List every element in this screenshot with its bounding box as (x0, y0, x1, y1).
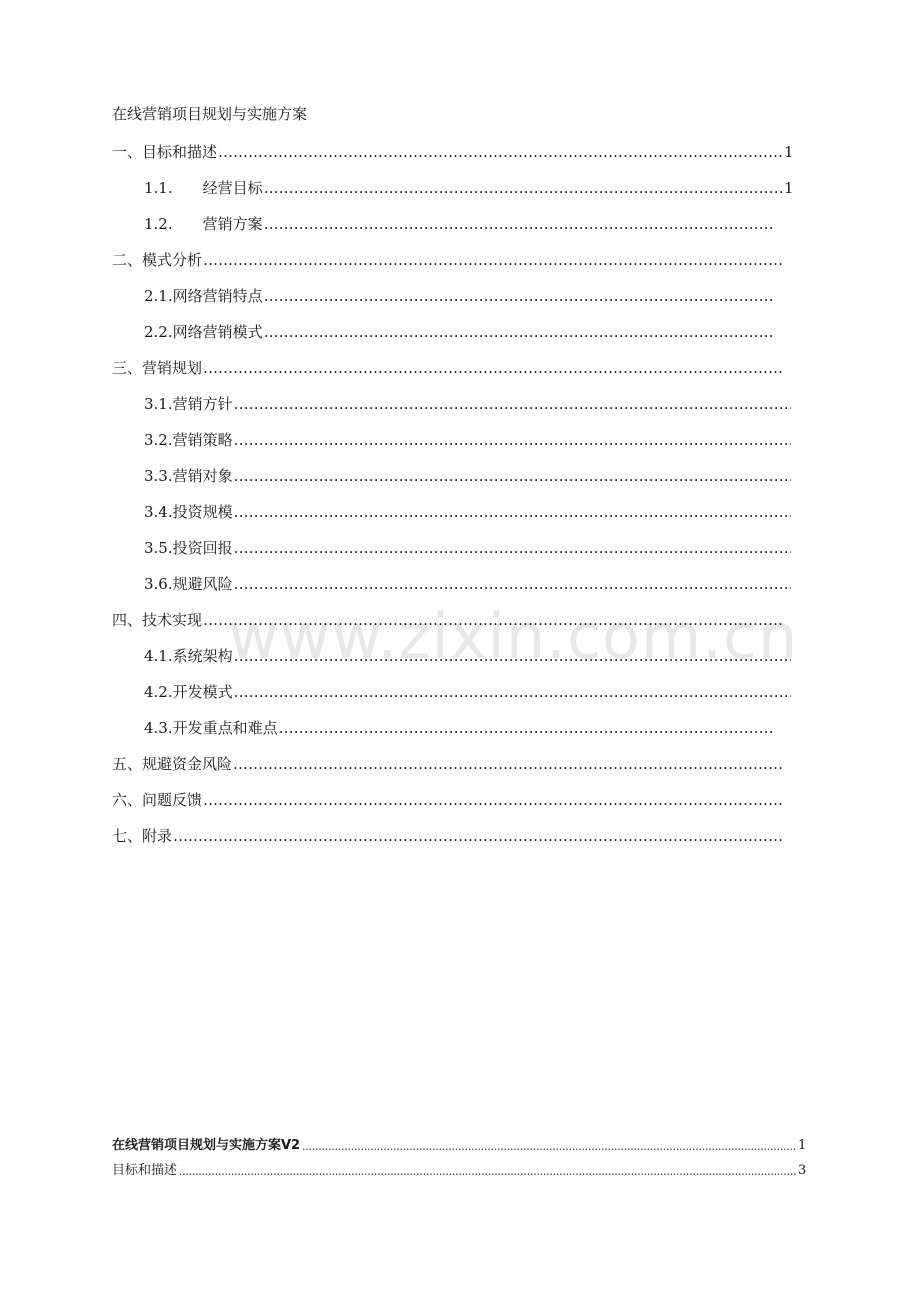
toc-entry-label: 系统架构 (172, 647, 233, 665)
toc-entry-label: 营销策略 (172, 431, 233, 449)
toc-entry-label: 模式分析 (142, 251, 203, 269)
toc-entry[interactable] (144, 646, 800, 666)
toc-entry[interactable] (144, 682, 800, 702)
toc-leader (203, 250, 783, 270)
toc-entry-page: 1 (784, 179, 794, 197)
toc-leader (234, 682, 791, 702)
toc-entry-number: 六、 (112, 791, 143, 809)
toc-leader (234, 466, 791, 486)
toc-leader (234, 394, 791, 414)
toc-entry-label: 经营目标 (187, 179, 263, 197)
toc-entry-number: 1.2. (144, 215, 188, 233)
toc-entry[interactable] (144, 178, 792, 198)
toc-entry-page: 1 (784, 143, 794, 161)
toc-leader (264, 214, 775, 234)
toc-leader (234, 574, 791, 594)
toc-entry[interactable] (144, 322, 784, 342)
toc-leader (264, 178, 783, 198)
toc-entry-number: 4.2. (144, 683, 173, 701)
toc-entry-label: 规避风险 (172, 575, 233, 593)
toc-entry-number: 4.3. (144, 719, 173, 737)
toc-entry[interactable] (144, 286, 784, 306)
toc-entry-label: 投资回报 (172, 539, 233, 557)
toc-leader (203, 358, 783, 378)
toc-entry-label: 营销对象 (172, 467, 233, 485)
toc-entry-number: 四、 (112, 611, 143, 629)
toc-entry[interactable] (112, 358, 792, 378)
toc-entry-number: 3.4. (144, 503, 173, 521)
toc-entry-number: 三、 (112, 359, 143, 377)
toc-entry-number: 二、 (112, 251, 143, 269)
toc-entry[interactable] (112, 790, 792, 810)
toc2-entry[interactable] (112, 1162, 806, 1180)
toc-entry-number: 3.6. (144, 575, 173, 593)
toc-entry-number: 1.1. (144, 179, 188, 197)
toc-entry[interactable] (144, 466, 800, 486)
toc-entry-label: 规避资金风险 (142, 755, 233, 773)
toc-leader (173, 826, 783, 846)
toc-entry[interactable] (144, 718, 784, 738)
toc-leader (234, 502, 791, 522)
toc-entry[interactable] (112, 250, 792, 270)
toc-leader (264, 322, 775, 342)
toc-entry-number: 2.1. (144, 287, 173, 305)
toc-entry[interactable] (112, 826, 792, 846)
toc-entry-number: 一、 (112, 143, 143, 161)
toc2-leader (302, 1137, 796, 1155)
toc2-leader (179, 1162, 796, 1180)
toc-leader (234, 430, 791, 450)
toc-entry-number: 2.2. (144, 323, 173, 341)
toc-leader (279, 718, 775, 738)
toc-entry-label: 问题反馈 (142, 791, 203, 809)
toc-entry[interactable] (144, 574, 800, 594)
toc2-entry[interactable] (112, 1137, 806, 1155)
toc2-entry-label: 在线营销项目规划与实施方案V2 (112, 1138, 301, 1153)
toc2-entry-page: 3 (798, 1163, 807, 1178)
toc-entry-label: 技术实现 (142, 611, 203, 629)
toc-entry-number: 3.1. (144, 395, 173, 413)
toc-leader (234, 538, 791, 558)
toc-entry[interactable] (144, 214, 784, 234)
toc-entry[interactable] (112, 610, 792, 630)
toc-entry-label: 网络营销模式 (172, 323, 263, 341)
toc-entry-number: 3.2. (144, 431, 173, 449)
toc-leader (203, 610, 783, 630)
toc-entry-label: 营销方针 (172, 395, 233, 413)
toc-entry-label: 营销规划 (142, 359, 203, 377)
toc-entry-label: 投资规模 (172, 503, 233, 521)
toc-entry[interactable] (144, 430, 800, 450)
toc-entry-number: 七、 (112, 827, 143, 845)
toc-entry-label: 开发重点和难点 (172, 719, 278, 737)
toc-entry[interactable] (112, 142, 792, 162)
toc-entry-number: 4.1. (144, 647, 173, 665)
toc-entry-label: 开发模式 (172, 683, 233, 701)
toc-entry-number: 3.5. (144, 539, 173, 557)
toc-leader (264, 286, 775, 306)
toc-entry[interactable] (144, 394, 800, 414)
toc-leader (234, 646, 791, 666)
toc-entry-label: 目标和描述 (142, 143, 218, 161)
toc-entry-number: 3.3. (144, 467, 173, 485)
toc-entry-number: 五、 (112, 755, 143, 773)
toc-entry[interactable] (144, 538, 800, 558)
watermark: www.zixin.com.cn (228, 600, 799, 673)
toc-leader (233, 754, 783, 774)
toc-entry[interactable] (144, 502, 800, 522)
toc-entry[interactable] (112, 754, 792, 774)
toc-leader (203, 790, 783, 810)
toc-entry-label: 营销方案 (187, 215, 263, 233)
toc2-entry-page: 1 (798, 1138, 807, 1153)
toc2-entry-label: 目标和描述 (112, 1163, 178, 1178)
document-title: 在线营销项目规划与实施方案 (112, 105, 308, 123)
toc-leader (218, 142, 783, 162)
toc-entry-label: 附录 (142, 827, 173, 845)
toc-entry-label: 网络营销特点 (172, 287, 263, 305)
